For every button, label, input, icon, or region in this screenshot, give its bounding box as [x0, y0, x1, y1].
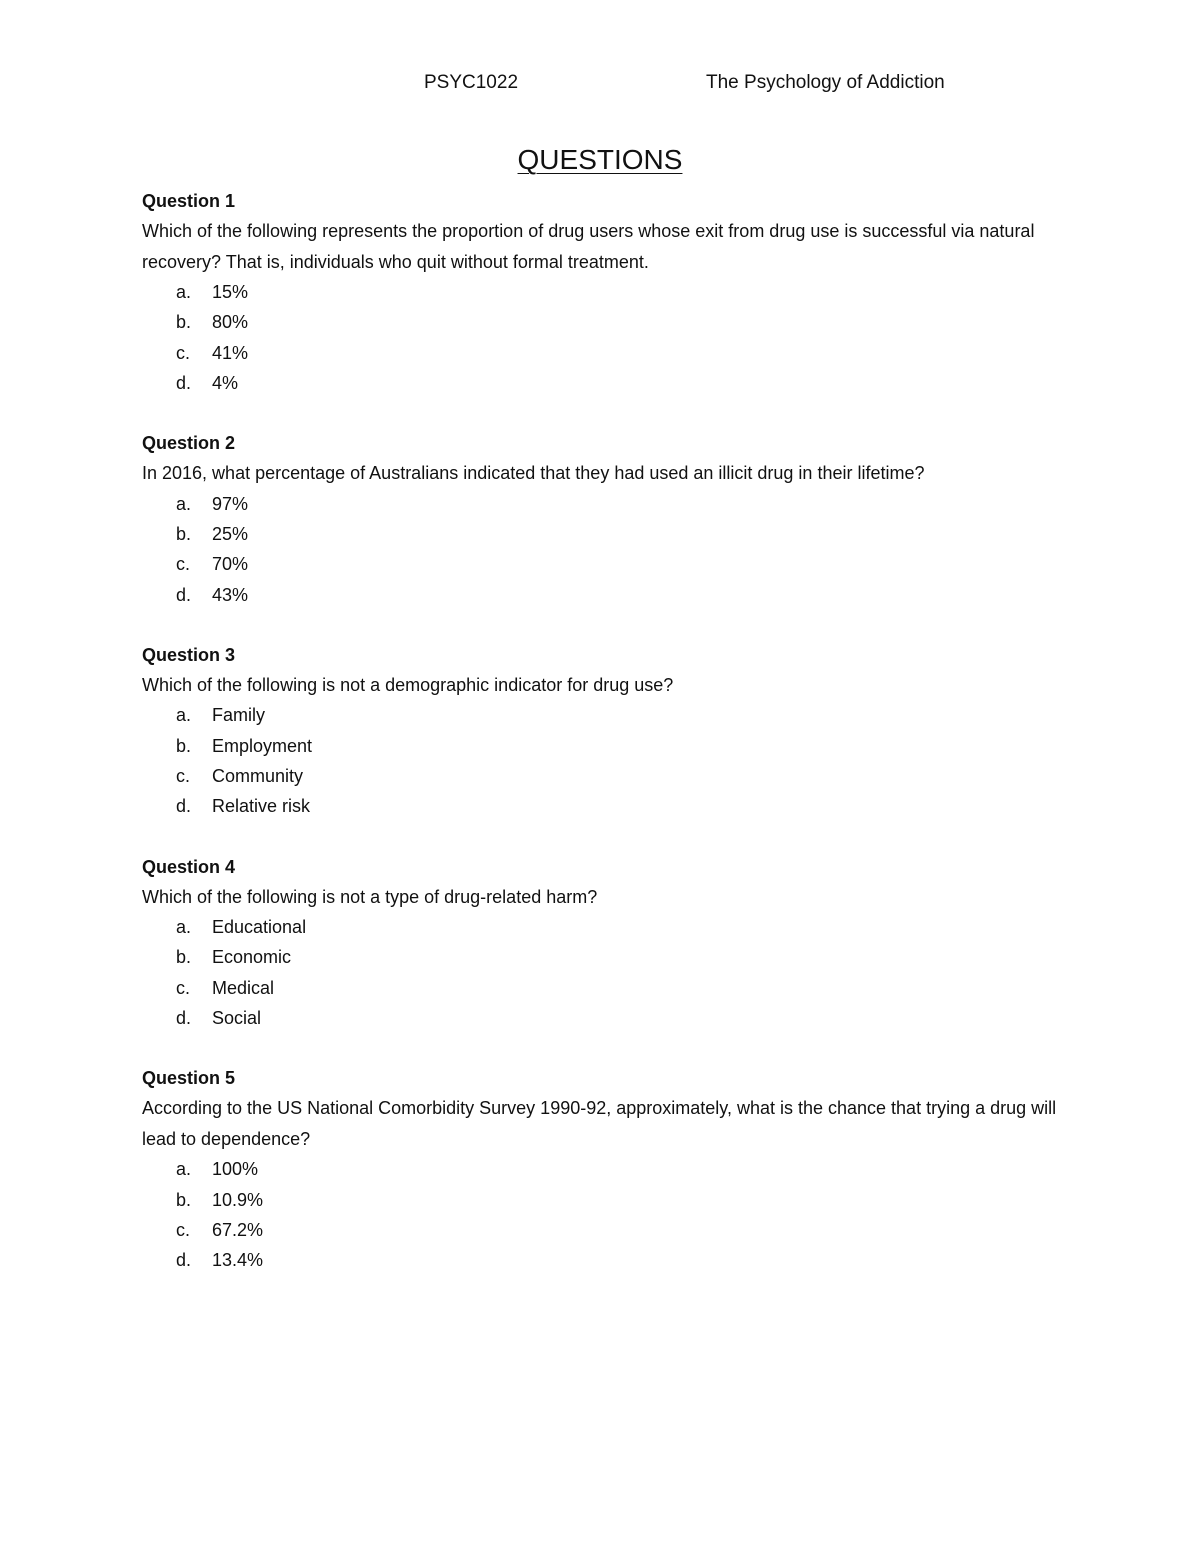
question-1 [142, 186, 1082, 398]
option-letter: b. [176, 947, 192, 968]
option-text: 15% [212, 282, 249, 302]
option-letter: b. [176, 1189, 192, 1210]
option-c [142, 1215, 1082, 1245]
option-letter: c. [176, 342, 191, 363]
option-text: 80% [212, 312, 249, 333]
option-list [142, 1154, 1082, 1275]
option-d [142, 791, 1082, 821]
option-letter: b. [176, 735, 192, 756]
question-label: Question 5 [142, 1068, 236, 1089]
option-letter: a. [176, 705, 192, 726]
option-text: 13.4% [212, 1250, 264, 1271]
question-label: Question 3 [142, 644, 236, 665]
option-letter: c. [176, 765, 191, 786]
page-header [0, 72, 1200, 100]
question-list [142, 186, 1082, 1305]
option-text: 41% [212, 342, 249, 363]
option-letter: c. [176, 554, 191, 575]
option-list [142, 912, 1082, 1033]
option-letter: d. [176, 1250, 192, 1271]
option-letter: a. [176, 917, 192, 938]
question-3 [142, 640, 1082, 822]
option-c [142, 761, 1082, 791]
option-b [142, 731, 1082, 761]
option-text: Family [212, 705, 265, 726]
question-4 [142, 852, 1082, 1034]
option-c [142, 973, 1082, 1003]
option-d [142, 1003, 1082, 1033]
option-text: Economic [212, 947, 292, 968]
option-a [142, 912, 1082, 942]
option-letter: d. [176, 796, 192, 817]
option-a [142, 700, 1082, 730]
option-letter: c. [176, 977, 191, 998]
option-c [142, 338, 1082, 368]
option-text: 43% [212, 584, 249, 605]
question-5 [142, 1063, 1082, 1275]
question-text: In 2016, what percentage of Australians indicated that they had used an illicit drug in their lifetime? [142, 463, 925, 484]
option-text: 25% [212, 523, 249, 544]
option-letter: a. [176, 282, 192, 302]
option-text: Employment [212, 735, 313, 756]
option-d [142, 1245, 1082, 1275]
option-d [142, 368, 1082, 398]
question-text: Which of the following is not a type of drug-related harm? [142, 886, 598, 907]
option-letter: a. [176, 1159, 192, 1180]
course-title: The Psychology of Addiction [706, 72, 945, 93]
option-list [142, 700, 1082, 821]
option-text: Educational [212, 917, 307, 938]
option-text: Social [212, 1007, 262, 1028]
option-text: 10.9% [212, 1189, 264, 1210]
question-label: Question 2 [142, 433, 236, 454]
option-c [142, 549, 1082, 579]
course-code: PSYC1022 [424, 72, 519, 93]
option-text: 97% [212, 493, 249, 514]
option-b [142, 307, 1082, 337]
option-text: 67.2% [212, 1219, 264, 1240]
question-text: Which of the following is not a demographic indicator for drug use? [142, 674, 674, 695]
option-letter: d. [176, 1007, 192, 1028]
question-label: Question 1 [142, 191, 236, 211]
question-text: Which of the following represents the proportion of drug users whose exit from drug use is successful via natural recovery? That is, individuals who quit without formal treatment. [142, 221, 1035, 272]
option-b [142, 942, 1082, 972]
option-b [142, 1185, 1082, 1215]
option-text: Community [212, 765, 304, 786]
page-title: QUESTIONS [517, 144, 683, 175]
option-text: Relative risk [212, 796, 311, 817]
option-letter: b. [176, 312, 192, 333]
option-text: 100% [212, 1159, 259, 1180]
question-2 [142, 428, 1082, 610]
option-d [142, 580, 1082, 610]
option-letter: b. [176, 523, 192, 544]
option-a [142, 489, 1082, 519]
option-list [142, 489, 1082, 610]
option-letter: d. [176, 372, 192, 393]
option-text: 70% [212, 554, 249, 575]
option-letter: a. [176, 493, 192, 514]
option-text: 4% [212, 372, 239, 393]
option-letter: c. [176, 1219, 191, 1240]
option-b [142, 519, 1082, 549]
question-label: Question 4 [142, 856, 236, 877]
option-list [142, 277, 1082, 398]
option-a [142, 1154, 1082, 1184]
option-a [142, 277, 1082, 307]
option-text: Medical [212, 977, 275, 998]
question-text: According to the US National Comorbidity Survey 1990-92, approximately, what is the chance that trying a drug will lead to dependence? [142, 1098, 1057, 1149]
option-letter: d. [176, 584, 192, 605]
